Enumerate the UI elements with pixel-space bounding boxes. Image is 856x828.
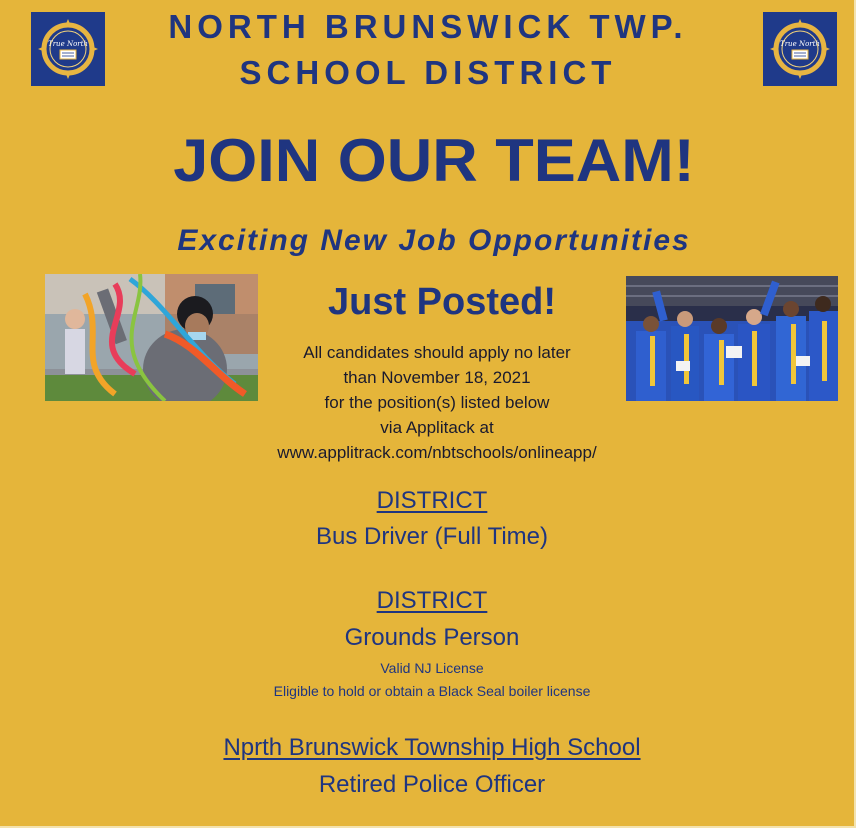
- subtitle: Exciting New Job Opportunities: [177, 224, 691, 257]
- position-location-heading: Nprth Brunswick Township High School: [223, 734, 641, 761]
- instruction-line: for the position(s) listed below: [324, 393, 550, 412]
- district-name-line1: NORTH BRUNSWICK TWP.: [168, 8, 688, 45]
- district-name-line2: SCHOOL DISTRICT: [239, 54, 617, 91]
- svg-text:True North: True North: [780, 40, 820, 48]
- position-requirement: Eligible to hold or obtain a Black Seal boiler license: [273, 683, 591, 699]
- position-requirement: Valid NJ License: [380, 660, 484, 676]
- instruction-line: than November 18, 2021: [343, 368, 531, 387]
- position-location-heading: DISTRICT: [376, 587, 488, 614]
- position-location-heading: DISTRICT: [376, 487, 488, 514]
- headline: JOIN OUR TEAM!: [173, 127, 695, 194]
- position-title: Retired Police Officer: [318, 771, 546, 798]
- application-url: www.applitrack.com/nbtschools/onlineapp/: [277, 443, 597, 462]
- just-posted-label: Just Posted!: [327, 281, 557, 323]
- instruction-line: via Applitack at: [380, 418, 494, 437]
- position-title: Grounds Person: [344, 624, 520, 651]
- application-instructions: [244, 340, 630, 465]
- instruction-line: All candidates should apply no later: [303, 343, 571, 362]
- position-title: Bus Driver (Full Time): [315, 523, 549, 550]
- svg-text:True North: True North: [48, 40, 88, 48]
